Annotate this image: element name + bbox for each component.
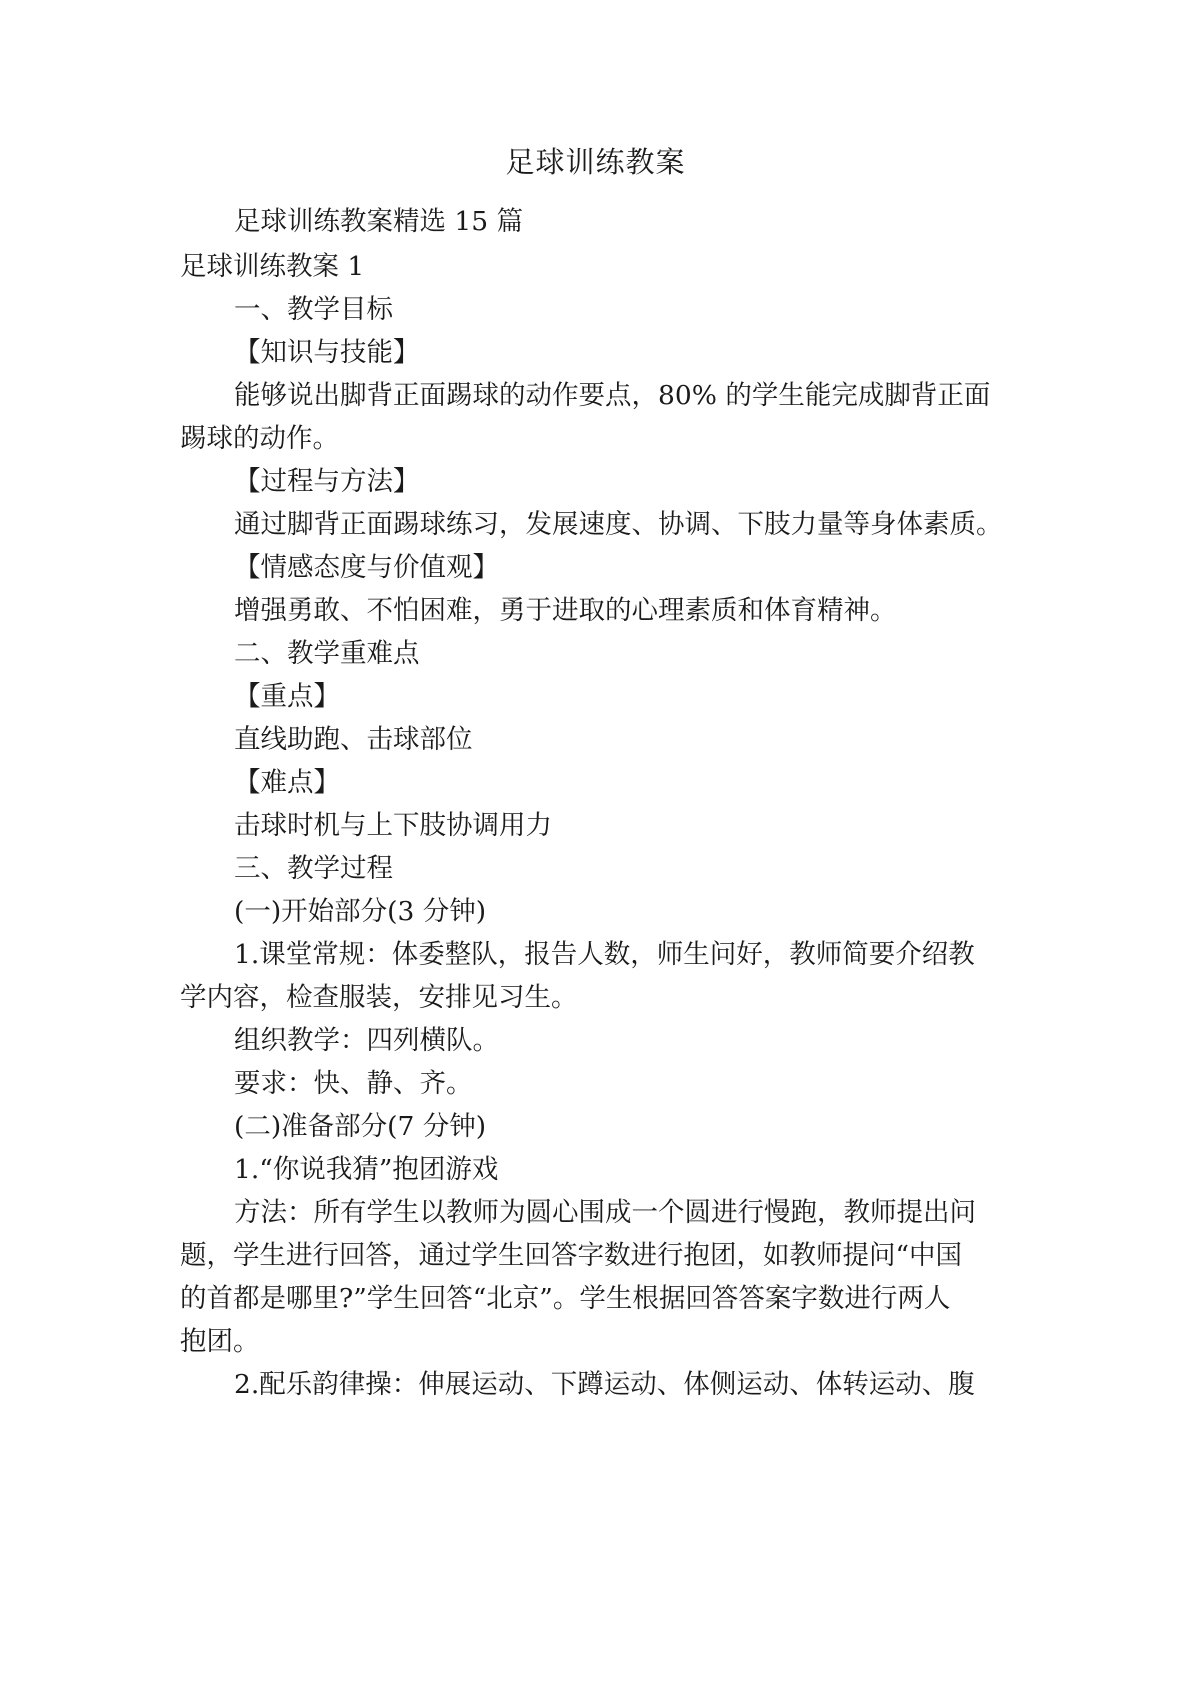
section-heading: 足球训练教案 1 (180, 251, 365, 282)
subheading-difficulty: 【难点】 (234, 767, 340, 798)
subheading-process: 【过程与方法】 (234, 466, 420, 497)
paragraph-line: 能够说出脚背正面踢球的动作要点，80% 的学生能完成脚背正面 (234, 380, 991, 411)
paragraph-line: 1.“你说我猜”抱团游戏 (234, 1154, 499, 1185)
paragraph-line: 1.课堂常规：体委整队，报告人数，师生问好，教师简要介绍教 (234, 939, 975, 970)
subheading-attitude: 【情感态度与价值观】 (234, 552, 499, 583)
paragraph-line: 直线助跑、击球部位 (234, 724, 473, 755)
document-title: 足球训练教案 (505, 145, 686, 179)
subheading-knowledge: 【知识与技能】 (234, 337, 420, 368)
subheading-preparation: (二)准备部分(7 分钟) (234, 1111, 487, 1142)
paragraph-line: 方法：所有学生以教师为圆心围成一个圆进行慢跑，教师提出问 (234, 1197, 976, 1228)
paragraph-line: 的首都是哪里?”学生回答“北京”。学生根据回答答案字数进行两人 (180, 1283, 951, 1314)
heading-teaching-process: 三、教学过程 (234, 853, 393, 884)
paragraph-line: 通过脚背正面踢球练习，发展速度、协调、下肢力量等身体素质。 (234, 509, 1003, 540)
subheading-opening: (一)开始部分(3 分钟) (234, 896, 487, 927)
paragraph-line: 组织教学：四列横队。 (234, 1025, 499, 1056)
paragraph-line: 2.配乐韵律操：伸展运动、下蹲运动、体侧运动、体转运动、腹 (234, 1369, 975, 1400)
paragraph-line: 踢球的动作。 (180, 423, 339, 454)
paragraph-line: 击球时机与上下肢协调用力 (234, 810, 552, 841)
paragraph-line: 抱团。 (180, 1326, 260, 1357)
subtitle-line: 足球训练教案精选 15 篇 (234, 206, 524, 237)
paragraph-line: 增强勇敢、不怕困难，勇于进取的心理素质和体育精神。 (234, 595, 897, 626)
subheading-focus: 【重点】 (234, 681, 340, 712)
paragraph-line: 要求：快、静、齐。 (234, 1068, 473, 1099)
heading-key-points: 二、教学重难点 (234, 638, 420, 669)
paragraph-line: 题，学生进行回答，通过学生回答字数进行抱团，如教师提问“中国 (180, 1240, 963, 1271)
paragraph-line: 学内容，检查服装，安排见习生。 (180, 982, 578, 1013)
heading-teaching-goals: 一、教学目标 (234, 294, 393, 325)
